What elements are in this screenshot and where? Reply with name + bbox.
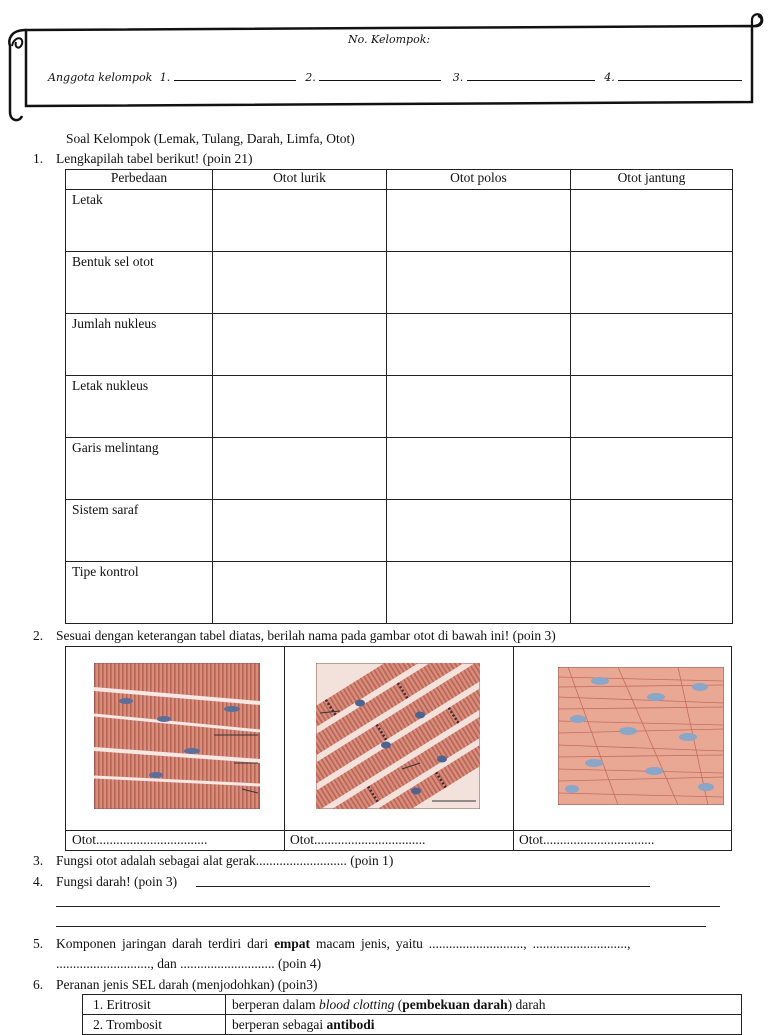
member-1-field[interactable] — [174, 68, 296, 81]
role-text: berperan dalam — [232, 996, 319, 1012]
table-row — [66, 314, 733, 376]
section-title: Soal Kelompok (Lemak, Tulang, Darah, Limfa, Otot) — [66, 131, 355, 146]
answer-cell[interactable] — [213, 190, 387, 252]
table-row — [83, 1015, 742, 1035]
answer-cell[interactable] — [387, 314, 571, 376]
table-row — [66, 562, 733, 624]
caption-skeletal-muscle[interactable]: Otot................................. — [72, 832, 208, 847]
table-row — [66, 190, 733, 252]
scroll-banner — [0, 0, 768, 124]
q5-line-2: ............................, dan ............................ (poin 4) — [56, 956, 322, 971]
answer-cell[interactable] — [387, 500, 571, 562]
cell-type-name: 1. Eritrosit — [83, 995, 226, 1015]
table-row — [66, 376, 733, 438]
smooth-muscle-image — [558, 667, 724, 805]
table-row — [66, 252, 733, 314]
q4-number: 4. — [33, 874, 44, 889]
col-header-otot-jantung: Otot jantung — [571, 170, 733, 190]
member-slot-1-label: 1. — [159, 71, 171, 84]
table-row — [66, 500, 733, 562]
role-text: ) darah — [507, 996, 546, 1012]
answer-cell[interactable] — [213, 438, 387, 500]
answer-cell[interactable] — [571, 500, 733, 562]
row-label-bentuk-sel: Bentuk sel otot — [66, 252, 213, 314]
member-3-field[interactable] — [467, 68, 595, 81]
caption-smooth-muscle[interactable]: Otot................................. — [519, 832, 655, 847]
comparison-table-header — [66, 170, 733, 190]
member-slot-2-label: 2. — [305, 71, 316, 84]
answer-cell[interactable] — [213, 376, 387, 438]
q5-text — [56, 935, 728, 952]
group-members-row — [48, 68, 748, 84]
q4-answer-line-2[interactable] — [56, 906, 720, 907]
role-text: berperan sebagai — [232, 1016, 327, 1032]
cardiac-muscle-image — [316, 663, 480, 809]
answer-cell[interactable] — [213, 314, 387, 376]
q3-text: Fungsi otot adalah sebagai alat gerak........................... (poin 1) — [56, 853, 394, 868]
skeletal-muscle-image — [94, 663, 260, 809]
answer-cell[interactable] — [571, 376, 733, 438]
q5-text-b: macam jenis, yaitu ............................, ............................, — [310, 936, 631, 951]
members-label: Anggota kelompok — [48, 71, 153, 84]
answer-cell[interactable] — [213, 500, 387, 562]
q6-text: Peranan jenis SEL darah (menjodohkan) (poin3) — [56, 977, 318, 992]
answer-cell[interactable] — [213, 562, 387, 624]
answer-cell[interactable] — [571, 562, 733, 624]
answer-cell[interactable] — [387, 562, 571, 624]
q1-number: 1. — [33, 151, 44, 166]
q2-number: 2. — [33, 628, 44, 643]
member-slot-4-label: 4. — [604, 71, 615, 84]
caption-cardiac-muscle[interactable]: Otot................................. — [290, 832, 426, 847]
col-header-perbedaan: Perbedaan — [66, 170, 213, 190]
role-italic: blood clotting — [318, 996, 395, 1012]
row-label-tipe-kontrol: Tipe kontrol — [66, 562, 213, 624]
cell-type-name: 2. Trombosit — [83, 1015, 226, 1035]
member-slot-3-label: 3. — [452, 71, 464, 84]
answer-cell[interactable] — [213, 252, 387, 314]
answer-cell[interactable] — [571, 438, 733, 500]
q2-text: Sesuai dengan keterangan tabel diatas, berilah nama pada gambar otot di bawah ini! (poin 3) — [56, 628, 556, 643]
role-text: ( — [394, 996, 403, 1012]
q5-text-a: Komponen jaringan darah terdiri dari — [56, 936, 275, 951]
muscle-figure-box — [65, 646, 732, 851]
answer-cell[interactable] — [571, 190, 733, 252]
q4-answer-line-1[interactable] — [196, 886, 650, 887]
q3-number: 3. — [33, 853, 44, 868]
col-header-otot-polos: Otot polos — [387, 170, 571, 190]
col-header-otot-lurik: Otot lurik — [213, 170, 387, 190]
cell-role[interactable] — [226, 1015, 742, 1035]
row-label-letak-nukleus: Letak nukleus — [66, 376, 213, 438]
answer-cell[interactable] — [571, 252, 733, 314]
answer-cell[interactable] — [387, 190, 571, 252]
matching-table — [82, 994, 742, 1035]
group-number-label: No. Kelompok: — [348, 33, 431, 46]
answer-cell[interactable] — [387, 438, 571, 500]
q4-answer-line-3[interactable] — [56, 926, 706, 927]
answer-cell[interactable] — [571, 314, 733, 376]
q5-bold: empat — [274, 936, 311, 951]
q4-text: Fungsi darah! (poin 3) — [56, 874, 178, 889]
role-bold: pembekuan darah — [402, 996, 508, 1012]
role-bold: antibodi — [326, 1016, 375, 1032]
row-label-letak: Letak — [66, 190, 213, 252]
answer-cell[interactable] — [387, 376, 571, 438]
cell-role[interactable] — [226, 995, 742, 1015]
table-row — [83, 995, 742, 1015]
q1-text: Lengkapilah tabel berikut! (poin 21) — [56, 151, 253, 166]
q6-number: 6. — [33, 977, 44, 992]
answer-cell[interactable] — [387, 252, 571, 314]
row-label-jumlah-nukleus: Jumlah nukleus — [66, 314, 213, 376]
comparison-table — [65, 169, 733, 624]
member-2-field[interactable] — [319, 68, 441, 81]
row-label-garis-melintang: Garis melintang — [66, 438, 213, 500]
table-row — [66, 438, 733, 500]
member-4-field[interactable] — [618, 68, 742, 81]
row-label-sistem-saraf: Sistem saraf — [66, 500, 213, 562]
q5-number: 5. — [33, 936, 44, 951]
